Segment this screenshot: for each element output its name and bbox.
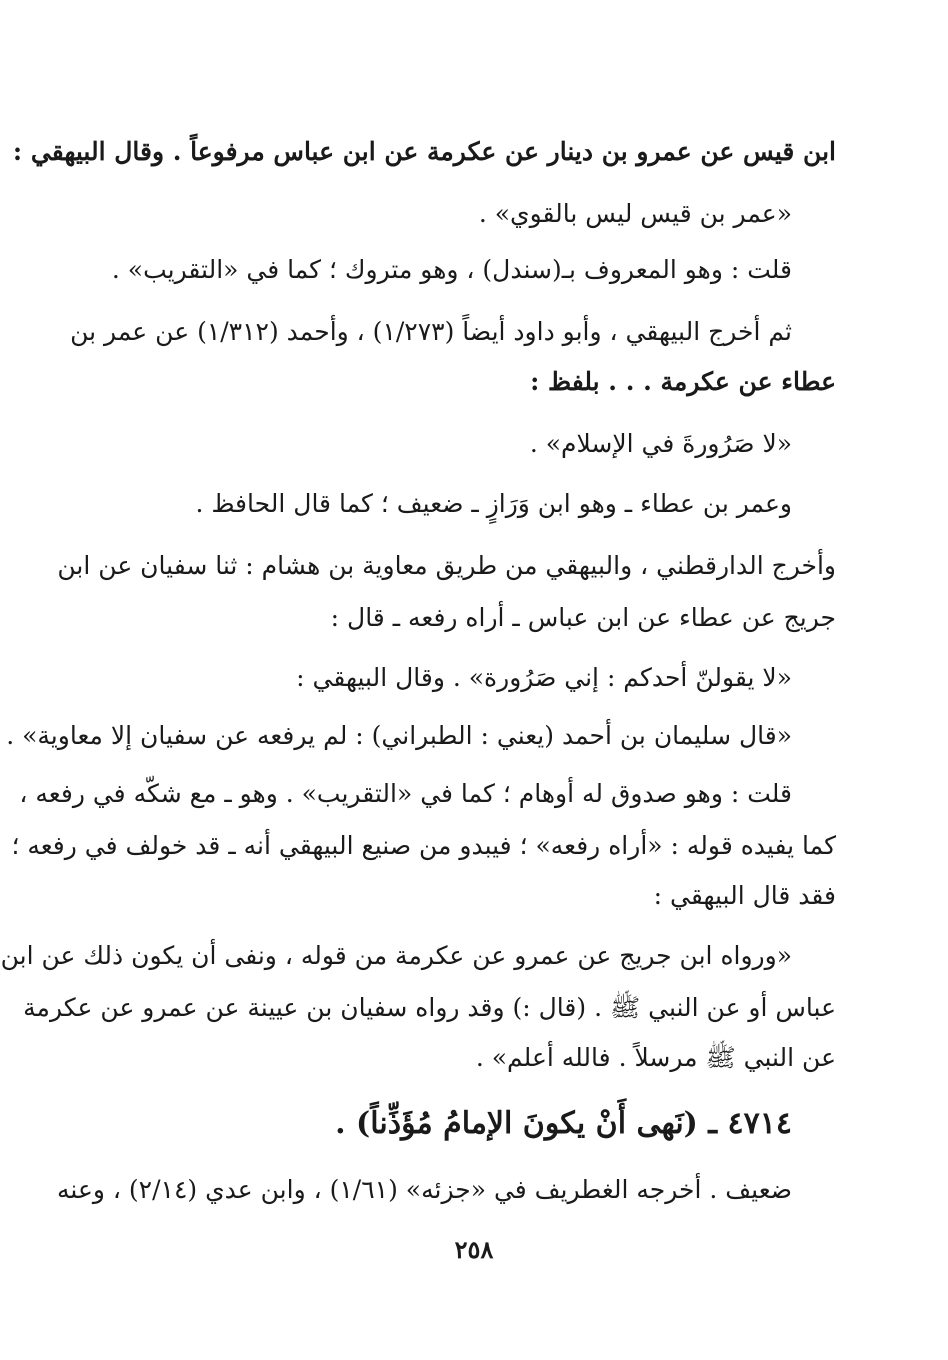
text-line: قلت : وهو المعروف بـ(سندل) ، وهو متروك ؛ كما في «التقريب» .: [111, 255, 792, 284]
text-line: جريج عن عطاء عن ابن عباس ـ أراه رفعه ـ قال :: [330, 603, 836, 632]
hadith-heading: ٤٧١٤ ـ (نَهى أَنْ يكونَ الإمامُ مُؤَذِّناً) .: [335, 1106, 792, 1141]
text-line: «ورواه ابن جريج عن عمرو عن عكرمة من قوله ، ونفى أن يكون ذلك عن ابن: [0, 941, 792, 970]
text-line: عباس أو عن النبي ﷺ . (قال :) وقد رواه سفيان بن عيينة عن عمرو عن عكرمة: [23, 993, 836, 1022]
text-line: «لا صَرُورةَ في الإسلام» .: [529, 429, 792, 458]
text-line: كما يفيده قوله : «أراه رفعه» ؛ فيبدو من صنيع البيهقي أنه ـ قد خولف في رفعه ؛: [11, 831, 836, 860]
text-line: «عمر بن قيس ليس بالقوي» .: [478, 199, 792, 228]
text-line: ابن قيس عن عمرو بن دينار عن عكرمة عن ابن عباس مرفوعاً . وقال البيهقي :: [12, 137, 836, 166]
text-line: «قال سليمان بن أحمد (يعني : الطبراني) : لم يرفعه عن سفيان إلا معاوية» .: [6, 721, 792, 750]
text-line: ثم أخرج البيهقي ، وأبو داود أيضاً (١/٢٧٣) ، وأحمد (١/٣١٢) عن عمر بن: [70, 317, 792, 346]
text-line: عن النبي ﷺ مرسلاً . فالله أعلم» .: [475, 1043, 836, 1072]
page-number: ٢٥٨: [454, 1235, 494, 1264]
text-line: وأخرج الدارقطني ، والبيهقي من طريق معاوية بن هشام : ثنا سفيان عن ابن: [57, 551, 836, 580]
text-line: فقد قال البيهقي :: [653, 881, 836, 910]
text-line: «لا يقولنّ أحدكم : إني صَرُورة» . وقال البيهقي :: [296, 663, 792, 692]
text-line: ضعيف . أخرجه الغطريف في «جزئه» (١/٦١) ، وابن عدي (٢/١٤) ، وعنه: [57, 1175, 792, 1204]
text-line: وعمر بن عطاء ـ وهو ابن وَرَازٍ ـ ضعيف ؛ كما قال الحافظ .: [195, 489, 792, 518]
text-line: قلت : وهو صدوق له أوهام ؛ كما في «التقريب» . وهو ـ مع شكّه في رفعه ،: [19, 779, 792, 808]
text-line: عطاء عن عكرمة . . . بلفظ :: [530, 367, 836, 396]
